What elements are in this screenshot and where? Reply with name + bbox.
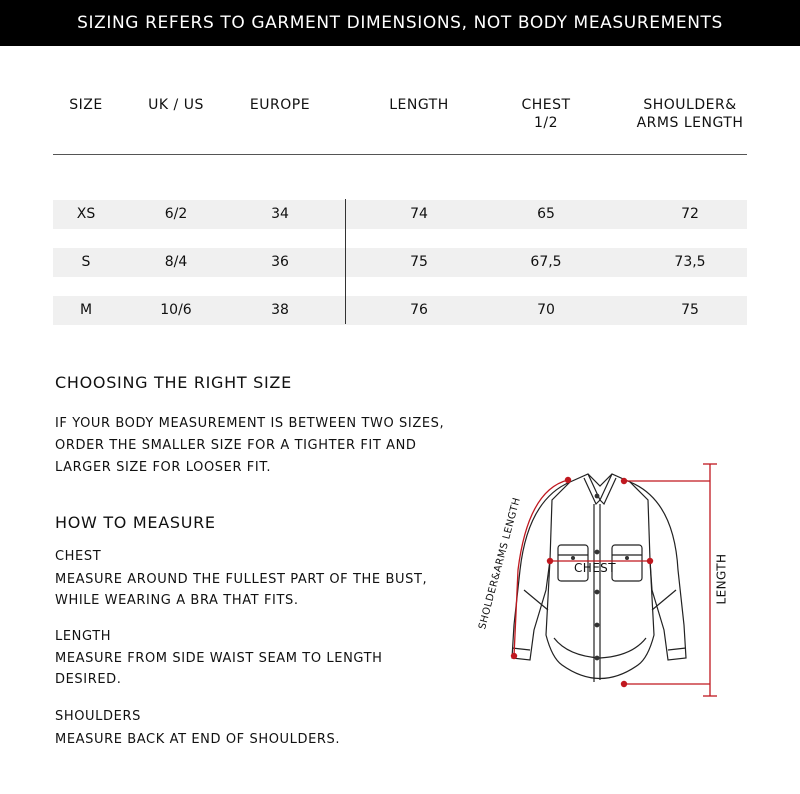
cell-europe: 36 [271,254,289,270]
shirt-drawing [488,460,750,700]
table-row [53,296,747,325]
cell-uk-us: 8/4 [164,254,188,270]
header-size: SIZE [69,97,103,113]
cell-size: S [81,254,91,270]
chest-title: CHEST [55,549,102,564]
cell-length: 75 [410,254,428,270]
cell-size: M [79,302,93,318]
diagram-chest-label: CHEST [574,561,616,575]
shoulders-line: MEASURE BACK AT END OF SHOULDERS. [55,732,341,747]
header-europe: EUROPE [249,97,311,113]
header-length: LENGTH [389,97,449,113]
cell-europe: 34 [271,206,289,222]
cell-shoulder: 75 [681,302,699,318]
header-divider [53,154,747,155]
shoulders-title: SHOULDERS [55,709,141,724]
top-banner [0,0,800,46]
cell-size: XS [76,206,96,222]
how-to-measure-title: HOW TO MEASURE [55,513,216,532]
shirt-diagram [477,460,750,700]
table-row [53,248,747,277]
chest-line: MEASURE AROUND THE FULLEST PART OF THE BUST, [55,572,428,587]
length-title: LENGTH [55,629,112,644]
choosing-line: ORDER THE SMALLER SIZE FOR A TIGHTER FIT AND [55,438,417,453]
choosing-line: LARGER SIZE FOR LOOSER FIT. [55,460,272,475]
cell-chest: 65 [537,206,555,222]
cell-shoulder: 72 [681,206,699,222]
header-shoulder-arms: SHOULDER& ARMS LENGTH [636,97,744,131]
cell-length: 76 [410,302,428,318]
cell-chest: 70 [537,302,555,318]
cell-uk-us: 10/6 [160,302,192,318]
diagram-length-label: LENGTH [714,553,729,605]
banner-text: SIZING REFERS TO GARMENT DIMENSIONS, NOT BODY MEASUREMENTS [77,13,723,33]
cell-shoulder: 73,5 [674,254,706,270]
cell-chest: 67,5 [530,254,562,270]
header-uk-us: UK / US [148,97,204,113]
table-row [53,200,747,229]
cell-length: 74 [410,206,428,222]
chest-line: WHILE WEARING A BRA THAT FITS. [55,593,299,608]
cell-europe: 38 [271,302,289,318]
length-line: DESIRED. [55,672,122,687]
choosing-line: IF YOUR BODY MEASUREMENT IS BETWEEN TWO SIZES, [55,416,445,431]
choosing-title: CHOOSING THE RIGHT SIZE [55,373,292,392]
diagram-shoulder-label: SHOLDER&ARMS LENGTH [477,496,523,631]
column-divider [345,199,346,324]
header-chest: CHEST 1/2 [521,97,571,131]
cell-uk-us: 6/2 [164,206,188,222]
length-line: MEASURE FROM SIDE WAIST SEAM TO LENGTH [55,651,383,666]
